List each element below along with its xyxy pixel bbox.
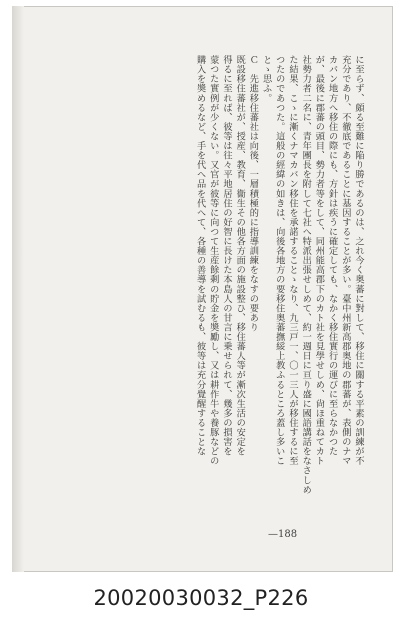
text-column: た結果、こゝに漸くナマカバン移住を承諾することゝなり、九三戸一、〇一三人が移住するに至 — [286, 55, 298, 466]
image-caption: 20020030032_P226 — [93, 586, 309, 610]
text-column: 購入を奬めるなど、手を代へ品を代へて、各種の善導を試むるも、彼等は充分覺醒することな — [194, 55, 206, 457]
text-column: に至らず、頗る至難に陥り勝であるのは、之れ今く奥蕃に對して、移住に關する平素の訓練が不 — [353, 55, 364, 466]
text-column: 既設移住蕃社が、授産、教育、衞生その他各方面の施設整ひ、移住蕃人等が漸次生活の安定を — [234, 55, 246, 457]
text-column: カバン地方へ移住の際にも、方針は疾うに確定しても、なかく移住實行の運びに至らなかつた — [326, 55, 338, 457]
text-column: が、最後に郡蕃の頭目、勢力者等をして、同州能高郡下のカト社を見學せしめ、尙ほ重ねてカト — [313, 55, 325, 466]
vertical-text-body — [100, 55, 365, 525]
text-column: とゝ思ふ。 — [260, 55, 272, 103]
section-heading: Ｃ 先進移住蕃社は向後、一層積極的に指導訓練をなすの要あり — [247, 55, 259, 332]
text-column: 得るに至れば、彼等は往々平地居住の好智に長けた本島人の甘言に乗せられて、幾多の損害を — [220, 55, 232, 457]
text-column: 充分であり、不徹底であることに基因することが多い。臺中州新高郡奥地の郡蕃が、表側のナマ — [339, 55, 351, 466]
text-column: 蒙つた實例が少くない。又官が彼等に向つて生産餘剩の貯金を奬勵し、又は耕作牛や養豚などの — [207, 55, 219, 466]
page-number: —188 — [268, 529, 298, 540]
text-column: つたのであつた。這般の經緯の如きは、向後各地方の要移住奥蕃撫綏上教ふるところ蓋し多いこ — [273, 55, 285, 466]
text-column: 社勢力者二名に、青年團長を附して七社へ特派出張せしめて、約一週日に亘り盛に國語講話をなさしめ — [300, 55, 312, 495]
page-gutter-shadow — [12, 6, 24, 572]
